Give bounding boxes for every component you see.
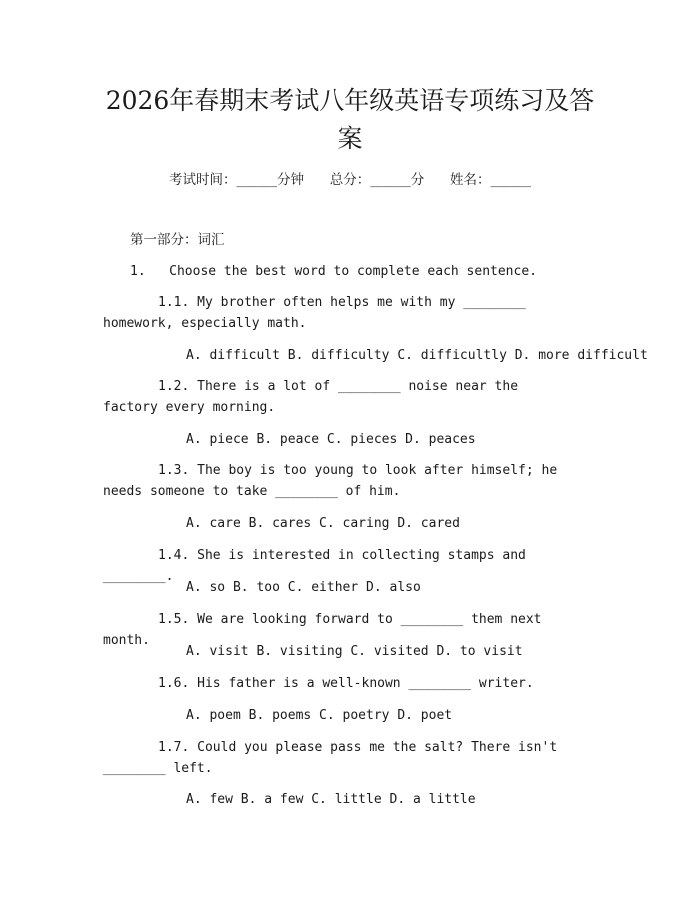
question-options: A. care B. cares C. caring D. cared [186,516,460,531]
question-stem: 1.5. We are looking forward to ________ them next month. [103,612,542,648]
question-options: A. so B. too C. either D. also [186,580,421,595]
page-title: 2026年春期末考试八年级英语专项练习及答案 [105,86,595,153]
question-stem: 1.7. Could you please pass me the salt? There isn't ________ left. [103,740,558,776]
question-options: A. visit B. visiting C. visited D. to visit [186,644,523,659]
question-options: A. poem B. poems C. poetry D. poet [186,708,453,723]
question-stem: 1.4. She is interested in collecting stamps and ________. [103,548,526,584]
question-stem: 1.2. There is a lot of ________ noise near the factory every morning. [103,379,519,415]
exam-info: 考试时间：______分钟 总分：______分 姓名：______ [169,172,531,188]
question-stem: 1.3. The boy is too young to look after himself; he needs someone to take ________ of him. [103,463,558,499]
question-stem: 1.6. His father is a well-known ________ writer. [158,676,534,691]
question-options: A. piece B. peace C. pieces D. peaces [186,432,476,447]
question-options: A. difficult B. difficulty C. difficultly D. more difficult [186,348,648,363]
section-heading: 第一部分：词汇 [130,232,225,248]
question-options: A. few B. a few C. little D. a little [186,792,476,807]
instruction: 1. Choose the best word to complete each sentence. [130,264,537,279]
question-stem: 1.1. My brother often helps me with my ________ homework, especially math. [103,295,526,331]
